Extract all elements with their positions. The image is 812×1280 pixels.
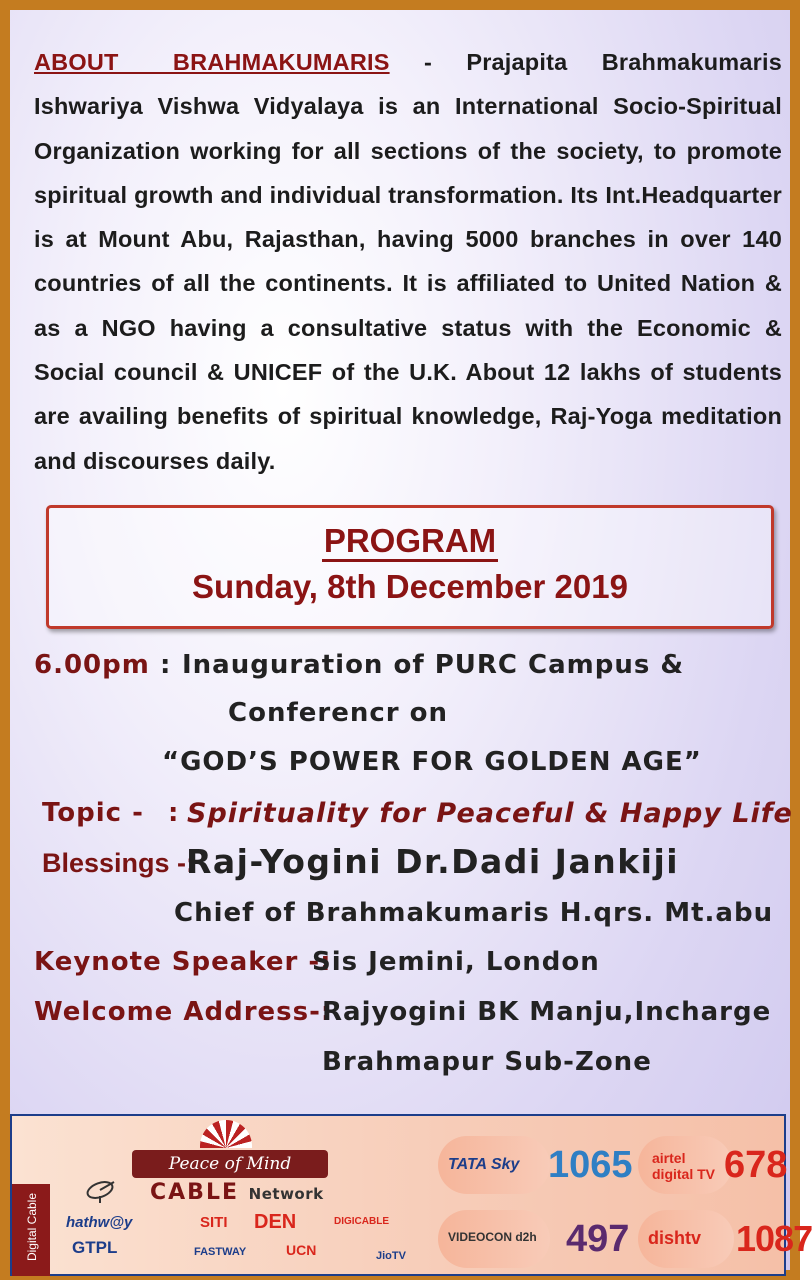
blessings-label: Blessings -: — [42, 848, 196, 878]
blessings-sub: Chief of Brahmakumaris H.qrs. Mt.abu — [174, 898, 774, 928]
keynote-label: Keynote Speaker -: — [34, 947, 332, 977]
channel-tatasky-number: 1065 — [548, 1144, 633, 1186]
program-title: PROGRAM — [322, 522, 498, 562]
welcome-value-2: Brahmapur Sub-Zone — [322, 1047, 652, 1077]
channel-tatasky-logo: TATA Sky — [448, 1156, 520, 1173]
operator-den: DEN — [254, 1211, 297, 1233]
topic-sep: : — [168, 798, 180, 828]
program-date: Sunday, 8th December 2019 — [192, 568, 628, 605]
operator-gtpl: GTPL — [72, 1238, 118, 1257]
operator-hathway: hathw@y — [66, 1214, 133, 1231]
program-box — [46, 505, 774, 629]
operator-ucn: UCN — [286, 1242, 317, 1258]
event-line-3: “GOD’S POWER FOR GOLDEN AGE” — [162, 747, 702, 777]
channel-airtel-number: 678 — [724, 1144, 788, 1186]
about-heading: ABOUT BRAHMAKUMARIS — [34, 49, 390, 75]
channel-dishtv-number: 1087 — [736, 1218, 812, 1259]
event-line-1: Inauguration of PURC Campus & — [182, 650, 685, 680]
operator-digicable: DIGICABLE — [334, 1216, 389, 1227]
topic-value: Spirituality for Peaceful & Happy Life — [187, 798, 793, 829]
schedule-sep: : — [160, 650, 172, 680]
operator-jiotv: JioTV — [376, 1250, 406, 1262]
cable-network-label: CABLE Network — [150, 1180, 324, 1205]
peace-of-mind-logo: Peace of Mind — [132, 1150, 328, 1178]
channel-videocon-logo: VIDEOCON d2h — [448, 1230, 537, 1244]
footer-banner — [10, 1114, 812, 1276]
welcome-label: Welcome Address-: — [34, 997, 333, 1027]
keynote-value: Sis Jemini, London — [312, 947, 600, 977]
event-line-2: Conferencr on — [228, 698, 449, 728]
about-paragraph — [34, 40, 782, 483]
schedule-time: 6.00pm — [34, 650, 150, 680]
channel-airtel-logo: airtel digital TV — [652, 1150, 715, 1182]
topic-label: Topic - — [42, 798, 144, 828]
satellite-dish-icon — [84, 1178, 122, 1204]
channel-videocon-number: 497 — [566, 1218, 630, 1260]
operator-fastway: FASTWAY — [194, 1246, 247, 1258]
operator-siti: SITI — [200, 1214, 228, 1231]
channel-dishtv-logo: dishtv — [648, 1228, 702, 1248]
blessings-value: Raj-Yogini Dr.Dadi Jankiji — [186, 842, 680, 881]
about-body: - Prajapita Brahmakumaris Ishwariya Vishwa Vidyalaya is an International Socio-Spiritual Organization working for all sections of the society, to promote spiritual growth and individual transformation. Its Int.Headquarter is at Mount Abu, Rajasthan, having 5000 branches in over 140 countries of all the continents. It is affiliated to United Nation & as a NGO having a consultative status with the Economic & Social council & UNICEF of the U.K. About 12 lakhs of students are availing benefits of spiritual knowledge, Raj-Yoga meditation and discourses daily. — [34, 49, 782, 474]
welcome-value-1: Rajyogini BK Manju,Incharge — [322, 997, 772, 1027]
brahmakumaris-logo-icon — [200, 1120, 252, 1148]
digital-cable-tag: Digital Cable — [12, 1184, 50, 1276]
